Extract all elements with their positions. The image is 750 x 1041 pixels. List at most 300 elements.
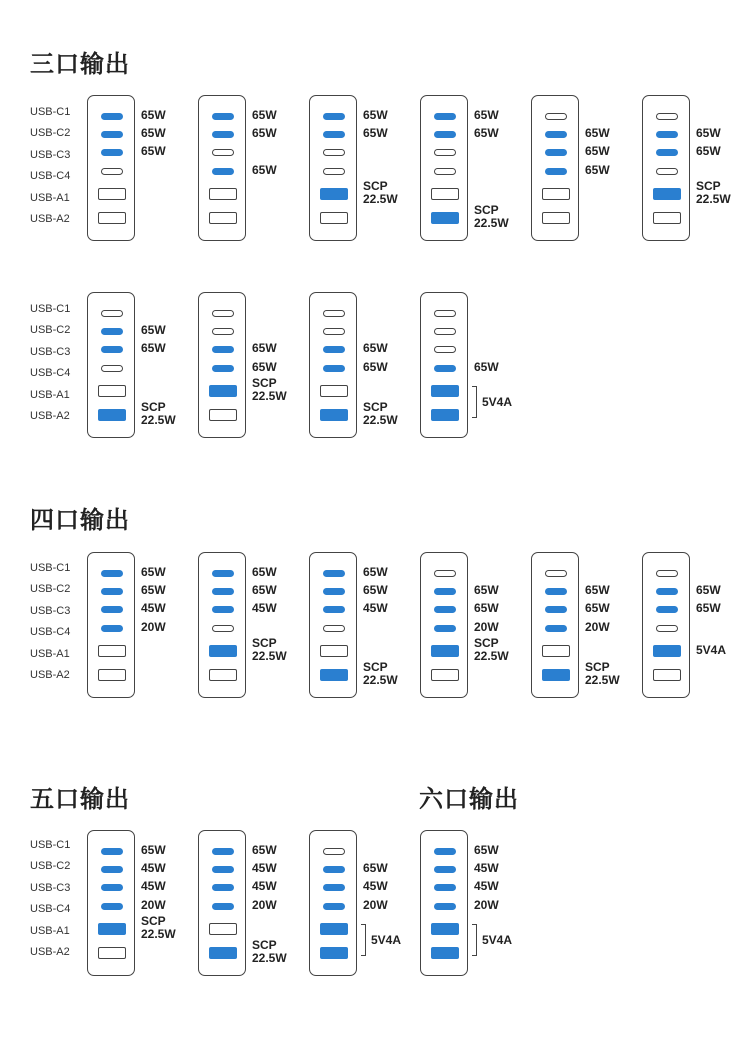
power-label <box>585 145 610 158</box>
usb-a-port-2-idle <box>98 212 126 224</box>
port-label-usb-c2: USB-C2 <box>30 583 71 596</box>
power-label <box>474 127 499 140</box>
power-label-line: 45W <box>474 860 499 875</box>
power-label-line: 65W <box>363 125 388 140</box>
power-label-line: 45W <box>141 600 166 615</box>
section-title-5-port: 五口输出 <box>30 785 130 813</box>
usb-a-port-2-active <box>320 409 348 421</box>
usb-a-port-1-active <box>320 923 348 935</box>
power-label <box>371 934 401 947</box>
power-label-line: SCP <box>363 400 388 414</box>
usb-c-port-2-idle <box>323 328 345 335</box>
power-label-line: 5V4A <box>482 394 513 409</box>
usb-c-port-4-active <box>323 903 345 910</box>
power-label <box>474 899 499 912</box>
usb-c-port-2-idle <box>212 328 234 335</box>
power-label <box>474 844 499 857</box>
usb-c-port-1-idle <box>545 113 567 120</box>
usb-c-port-2-active <box>212 131 234 138</box>
usb-c-port-3-idle <box>434 346 456 353</box>
usb-a-port-1-idle <box>98 645 126 657</box>
power-label-line: 22.5W <box>585 673 620 687</box>
port-label-usb-c3: USB-C3 <box>30 148 71 161</box>
power-label-line: 65W <box>363 340 388 355</box>
usb-c-port-3-active <box>434 606 456 613</box>
power-label <box>585 584 610 597</box>
power-label <box>363 180 398 206</box>
usb-c-port-1-idle <box>212 310 234 317</box>
usb-a-port-1-active <box>209 385 237 397</box>
charger-config-3port-2-4 <box>420 292 468 438</box>
combined-output-bracket <box>472 386 477 418</box>
power-label-line: 65W <box>474 359 499 374</box>
port-label-usb-c4: USB-C4 <box>30 170 71 183</box>
usb-c-port-3-active <box>101 346 123 353</box>
usb-c-port-3-active <box>323 884 345 891</box>
power-label-line: 65W <box>363 359 388 374</box>
power-label <box>363 109 388 122</box>
usb-c-port-2-active <box>545 588 567 595</box>
usb-c-port-2-active <box>434 588 456 595</box>
power-label <box>141 109 166 122</box>
power-label <box>696 145 721 158</box>
usb-c-port-2-active <box>545 131 567 138</box>
power-label <box>252 127 277 140</box>
power-label <box>252 899 277 912</box>
usb-c-port-4-active <box>545 625 567 632</box>
usb-a-port-1-active <box>431 923 459 935</box>
usb-a-port-2-idle <box>209 409 237 421</box>
usb-c-port-3-active <box>323 606 345 613</box>
power-label-line: 65W <box>696 600 721 615</box>
usb-a-port-2-active <box>98 409 126 421</box>
power-label <box>363 899 388 912</box>
power-label <box>141 401 176 427</box>
charger-config-3port-1-6 <box>642 95 690 241</box>
power-label-line: 65W <box>252 107 277 122</box>
power-label-line: SCP <box>252 938 277 952</box>
power-label <box>252 939 287 965</box>
usb-c-port-4-idle <box>323 625 345 632</box>
usb-a-port-1-active <box>653 188 681 200</box>
power-label-line: 65W <box>363 582 388 597</box>
power-label <box>141 862 166 875</box>
power-label-line: 22.5W <box>252 951 287 965</box>
usb-c-port-4-active <box>212 903 234 910</box>
power-label <box>252 862 277 875</box>
power-label-line: 65W <box>252 582 277 597</box>
usb-a-port-2-idle <box>431 669 459 681</box>
power-label-line: 20W <box>141 619 166 634</box>
power-label <box>474 109 499 122</box>
usb-c-port-2-active <box>434 866 456 873</box>
power-label-line: 65W <box>696 143 721 158</box>
charger-config-3port-2-1 <box>87 292 135 438</box>
usb-c-port-1-idle <box>323 848 345 855</box>
port-label-usb-c3: USB-C3 <box>30 881 71 894</box>
usb-c-port-2-active <box>323 588 345 595</box>
usb-a-port-2-active <box>431 212 459 224</box>
power-label-line: 22.5W <box>474 649 509 663</box>
usb-c-port-1-active <box>323 113 345 120</box>
power-label <box>141 342 166 355</box>
power-label-line: 20W <box>474 619 499 634</box>
power-label-line: 22.5W <box>363 192 398 206</box>
usb-c-port-1-idle <box>323 310 345 317</box>
port-label-usb-a1: USB-A1 <box>30 924 70 937</box>
usb-c-port-2-active <box>656 588 678 595</box>
power-label <box>696 127 721 140</box>
power-label <box>474 361 499 374</box>
charger-config-5port-1-2 <box>198 830 246 976</box>
port-label-usb-a1: USB-A1 <box>30 647 70 660</box>
usb-a-port-2-active <box>431 409 459 421</box>
port-label-usb-c2: USB-C2 <box>30 324 71 337</box>
usb-a-port-1-active <box>653 645 681 657</box>
power-label-line: 22.5W <box>363 673 398 687</box>
power-label-line: 65W <box>363 107 388 122</box>
usb-c-port-1-idle <box>545 570 567 577</box>
usb-a-port-2-idle <box>209 212 237 224</box>
power-label-line: 5V4A <box>482 932 513 947</box>
usb-c-port-1-idle <box>656 113 678 120</box>
usb-c-port-2-active <box>212 588 234 595</box>
usb-a-port-2-active <box>209 947 237 959</box>
power-label <box>141 602 166 615</box>
power-label <box>252 602 277 615</box>
power-label-line: SCP <box>474 203 499 217</box>
usb-c-port-1-idle <box>434 570 456 577</box>
charger-config-3port-2-2 <box>198 292 246 438</box>
power-label-line: 45W <box>141 860 166 875</box>
power-label-line: 65W <box>363 564 388 579</box>
usb-a-port-1-idle <box>98 385 126 397</box>
power-label-line: 22.5W <box>141 927 176 941</box>
port-label-usb-c1: USB-C1 <box>30 839 71 851</box>
power-label <box>474 637 509 663</box>
power-label-line: 20W <box>474 897 499 912</box>
section-title-3-port: 三口输出 <box>30 50 130 78</box>
power-label-line: 65W <box>585 600 610 615</box>
usb-c-port-3-active <box>212 884 234 891</box>
power-label-line: 45W <box>474 878 499 893</box>
usb-a-port-1-active <box>320 188 348 200</box>
charger-config-4port-1-2 <box>198 552 246 698</box>
power-label-line: 65W <box>474 107 499 122</box>
usb-c-port-3-active <box>101 149 123 156</box>
usb-c-port-2-active <box>323 131 345 138</box>
port-label-usb-c4: USB-C4 <box>30 903 71 916</box>
usb-c-port-3-active <box>434 884 456 891</box>
power-label-line: 20W <box>363 897 388 912</box>
power-label-line: 22.5W <box>141 413 176 427</box>
power-label <box>363 361 388 374</box>
usb-a-port-1-active <box>209 645 237 657</box>
port-label-usb-a1: USB-A1 <box>30 191 70 204</box>
power-label-line: SCP <box>696 179 721 193</box>
power-label <box>141 324 166 337</box>
usb-c-port-3-active <box>656 606 678 613</box>
charger-config-4port-1-5 <box>531 552 579 698</box>
power-label <box>696 602 721 615</box>
usb-c-port-1-active <box>212 570 234 577</box>
usb-c-port-4-idle <box>656 168 678 175</box>
usb-a-port-2-active <box>320 669 348 681</box>
power-label-line: 65W <box>696 582 721 597</box>
power-label <box>474 584 499 597</box>
usb-c-port-3-idle <box>434 149 456 156</box>
usb-c-port-2-active <box>101 866 123 873</box>
power-label <box>141 584 166 597</box>
power-label-line: 65W <box>585 582 610 597</box>
power-label <box>585 164 610 177</box>
usb-c-port-3-active <box>212 606 234 613</box>
charger-config-4port-1-4 <box>420 552 468 698</box>
usb-a-port-1-idle <box>209 188 237 200</box>
usb-c-port-4-idle <box>101 365 123 372</box>
power-label <box>363 584 388 597</box>
port-label-usb-c1: USB-C1 <box>30 303 71 315</box>
usb-c-port-4-idle <box>434 168 456 175</box>
usb-c-port-3-active <box>545 149 567 156</box>
power-label <box>141 127 166 140</box>
power-label <box>696 584 721 597</box>
power-label-line: 65W <box>474 600 499 615</box>
charger-config-3port-1-3 <box>309 95 357 241</box>
usb-a-port-1-idle <box>320 385 348 397</box>
power-label <box>252 377 287 403</box>
port-label-usb-c4: USB-C4 <box>30 367 71 380</box>
power-label-line: 65W <box>141 107 166 122</box>
usb-c-port-4-idle <box>323 168 345 175</box>
power-label <box>252 361 277 374</box>
port-label-usb-c4: USB-C4 <box>30 626 71 639</box>
usb-c-port-1-active <box>323 570 345 577</box>
power-label <box>363 862 388 875</box>
power-label <box>363 401 398 427</box>
usb-a-port-2-idle <box>320 212 348 224</box>
charger-config-3port-1-5 <box>531 95 579 241</box>
power-label <box>252 880 277 893</box>
power-label-line: 65W <box>141 340 166 355</box>
power-label-line: 65W <box>141 842 166 857</box>
power-label-line: 20W <box>141 897 166 912</box>
power-label-line: SCP <box>252 376 277 390</box>
power-label <box>585 127 610 140</box>
power-label-line: 22.5W <box>363 413 398 427</box>
power-label <box>363 566 388 579</box>
power-label-line: 65W <box>252 162 277 177</box>
power-label-line: SCP <box>585 660 610 674</box>
usb-c-port-4-active <box>434 625 456 632</box>
usb-c-port-3-active <box>656 149 678 156</box>
power-label <box>482 934 512 947</box>
usb-c-port-2-active <box>101 131 123 138</box>
usb-a-port-2-idle <box>542 212 570 224</box>
power-label <box>141 566 166 579</box>
usb-c-port-1-active <box>434 848 456 855</box>
power-label <box>363 602 388 615</box>
power-label-line: 22.5W <box>474 216 509 230</box>
power-label <box>252 109 277 122</box>
power-label <box>696 180 731 206</box>
combined-output-bracket <box>361 924 366 956</box>
port-label-usb-a2: USB-A2 <box>30 213 70 225</box>
usb-c-port-3-idle <box>212 149 234 156</box>
charger-config-3port-1-2 <box>198 95 246 241</box>
power-label-line: 45W <box>141 878 166 893</box>
power-label-line: SCP <box>474 636 499 650</box>
power-label-line: 65W <box>141 564 166 579</box>
section-title-6-port: 六口输出 <box>419 785 519 813</box>
usb-c-port-3-active <box>101 606 123 613</box>
power-label-line: 65W <box>141 125 166 140</box>
usb-a-port-2-idle <box>653 212 681 224</box>
port-label-usb-a2: USB-A2 <box>30 669 70 681</box>
power-label-line: 65W <box>252 359 277 374</box>
power-label-line: 45W <box>363 600 388 615</box>
power-label-line: 65W <box>363 860 388 875</box>
port-label-usb-c3: USB-C3 <box>30 604 71 617</box>
usb-c-port-1-idle <box>656 570 678 577</box>
power-label <box>141 880 166 893</box>
usb-a-port-1-idle <box>542 188 570 200</box>
usb-a-port-1-idle <box>98 188 126 200</box>
power-label-line: SCP <box>252 636 277 650</box>
usb-c-port-4-idle <box>656 625 678 632</box>
power-label-line: 45W <box>252 860 277 875</box>
usb-c-port-4-active <box>434 365 456 372</box>
usb-a-port-2-idle <box>98 669 126 681</box>
power-label <box>474 862 499 875</box>
charger-config-3port-2-3 <box>309 292 357 438</box>
power-label <box>474 880 499 893</box>
power-label-line: 45W <box>252 878 277 893</box>
power-label-line: 65W <box>252 125 277 140</box>
power-label <box>252 164 277 177</box>
power-label <box>363 661 398 687</box>
usb-c-port-2-active <box>101 328 123 335</box>
power-label-line: 65W <box>474 582 499 597</box>
charger-config-3port-1-4 <box>420 95 468 241</box>
power-label <box>252 342 277 355</box>
power-label <box>363 127 388 140</box>
power-label-line: 5V4A <box>371 932 402 947</box>
usb-a-port-2-idle <box>209 669 237 681</box>
usb-c-port-1-active <box>212 113 234 120</box>
usb-a-port-2-idle <box>98 947 126 959</box>
power-label <box>474 204 509 230</box>
power-label <box>141 844 166 857</box>
power-label <box>141 145 166 158</box>
power-label <box>482 396 512 409</box>
charger-config-5port-1-3 <box>309 830 357 976</box>
section-title-4-port: 四口输出 <box>30 506 130 534</box>
usb-a-port-1-idle <box>320 645 348 657</box>
usb-c-port-3-active <box>212 346 234 353</box>
usb-c-port-4-active <box>212 365 234 372</box>
charger-config-6port-1-1 <box>420 830 468 976</box>
power-label <box>585 621 610 634</box>
usb-a-port-1-idle <box>431 188 459 200</box>
power-label <box>363 880 388 893</box>
usb-c-port-4-active <box>212 168 234 175</box>
usb-a-port-1-active <box>431 385 459 397</box>
power-label-line: 65W <box>585 162 610 177</box>
power-label <box>141 899 166 912</box>
port-label-usb-c1: USB-C1 <box>30 106 71 118</box>
usb-c-port-1-active <box>434 113 456 120</box>
usb-c-port-1-idle <box>101 310 123 317</box>
port-label-usb-c2: USB-C2 <box>30 127 71 140</box>
power-label-line: 65W <box>252 842 277 857</box>
power-label-line: 22.5W <box>696 192 731 206</box>
power-label <box>252 566 277 579</box>
charger-config-4port-1-6 <box>642 552 690 698</box>
port-label-usb-a2: USB-A2 <box>30 410 70 422</box>
usb-a-port-2-idle <box>653 669 681 681</box>
port-label-usb-a2: USB-A2 <box>30 946 70 958</box>
power-label <box>141 915 176 941</box>
power-label-line: 65W <box>252 340 277 355</box>
charger-config-4port-1-1 <box>87 552 135 698</box>
power-label-line: 65W <box>141 322 166 337</box>
power-label-line: 22.5W <box>252 389 287 403</box>
usb-c-port-4-idle <box>212 625 234 632</box>
power-label-line: 65W <box>141 582 166 597</box>
usb-c-port-1-active <box>101 848 123 855</box>
usb-c-port-3-active <box>545 606 567 613</box>
power-label <box>474 621 499 634</box>
power-label-line: 65W <box>474 842 499 857</box>
usb-c-port-1-active <box>212 848 234 855</box>
usb-a-port-1-idle <box>209 923 237 935</box>
power-label-line: 5V4A <box>696 642 727 657</box>
port-label-usb-c2: USB-C2 <box>30 860 71 873</box>
usb-c-port-2-active <box>101 588 123 595</box>
usb-c-port-2-idle <box>434 328 456 335</box>
usb-a-port-1-idle <box>542 645 570 657</box>
usb-c-port-4-active <box>545 168 567 175</box>
usb-a-port-2-active <box>431 947 459 959</box>
power-label <box>363 342 388 355</box>
usb-c-port-2-active <box>212 866 234 873</box>
charger-config-5port-1-1 <box>87 830 135 976</box>
power-label-line: 45W <box>252 600 277 615</box>
usb-c-port-1-active <box>101 570 123 577</box>
power-label-line: SCP <box>141 914 166 928</box>
usb-c-port-1-active <box>101 113 123 120</box>
usb-c-port-3-active <box>323 346 345 353</box>
port-label-usb-c1: USB-C1 <box>30 562 71 574</box>
port-label-usb-c3: USB-C3 <box>30 345 71 358</box>
charger-config-4port-1-3 <box>309 552 357 698</box>
charger-config-3port-1-1 <box>87 95 135 241</box>
usb-a-port-2-active <box>542 669 570 681</box>
usb-c-port-2-active <box>434 131 456 138</box>
power-label-line: 20W <box>252 897 277 912</box>
usb-a-port-1-active <box>98 923 126 935</box>
power-label-line: 20W <box>585 619 610 634</box>
power-label-line: 65W <box>585 125 610 140</box>
power-label-line: 45W <box>363 878 388 893</box>
usb-c-port-2-active <box>656 131 678 138</box>
usb-a-port-2-active <box>320 947 348 959</box>
usb-c-port-4-active <box>434 903 456 910</box>
usb-c-port-4-active <box>101 625 123 632</box>
power-label-line: 65W <box>696 125 721 140</box>
power-label <box>585 602 610 615</box>
